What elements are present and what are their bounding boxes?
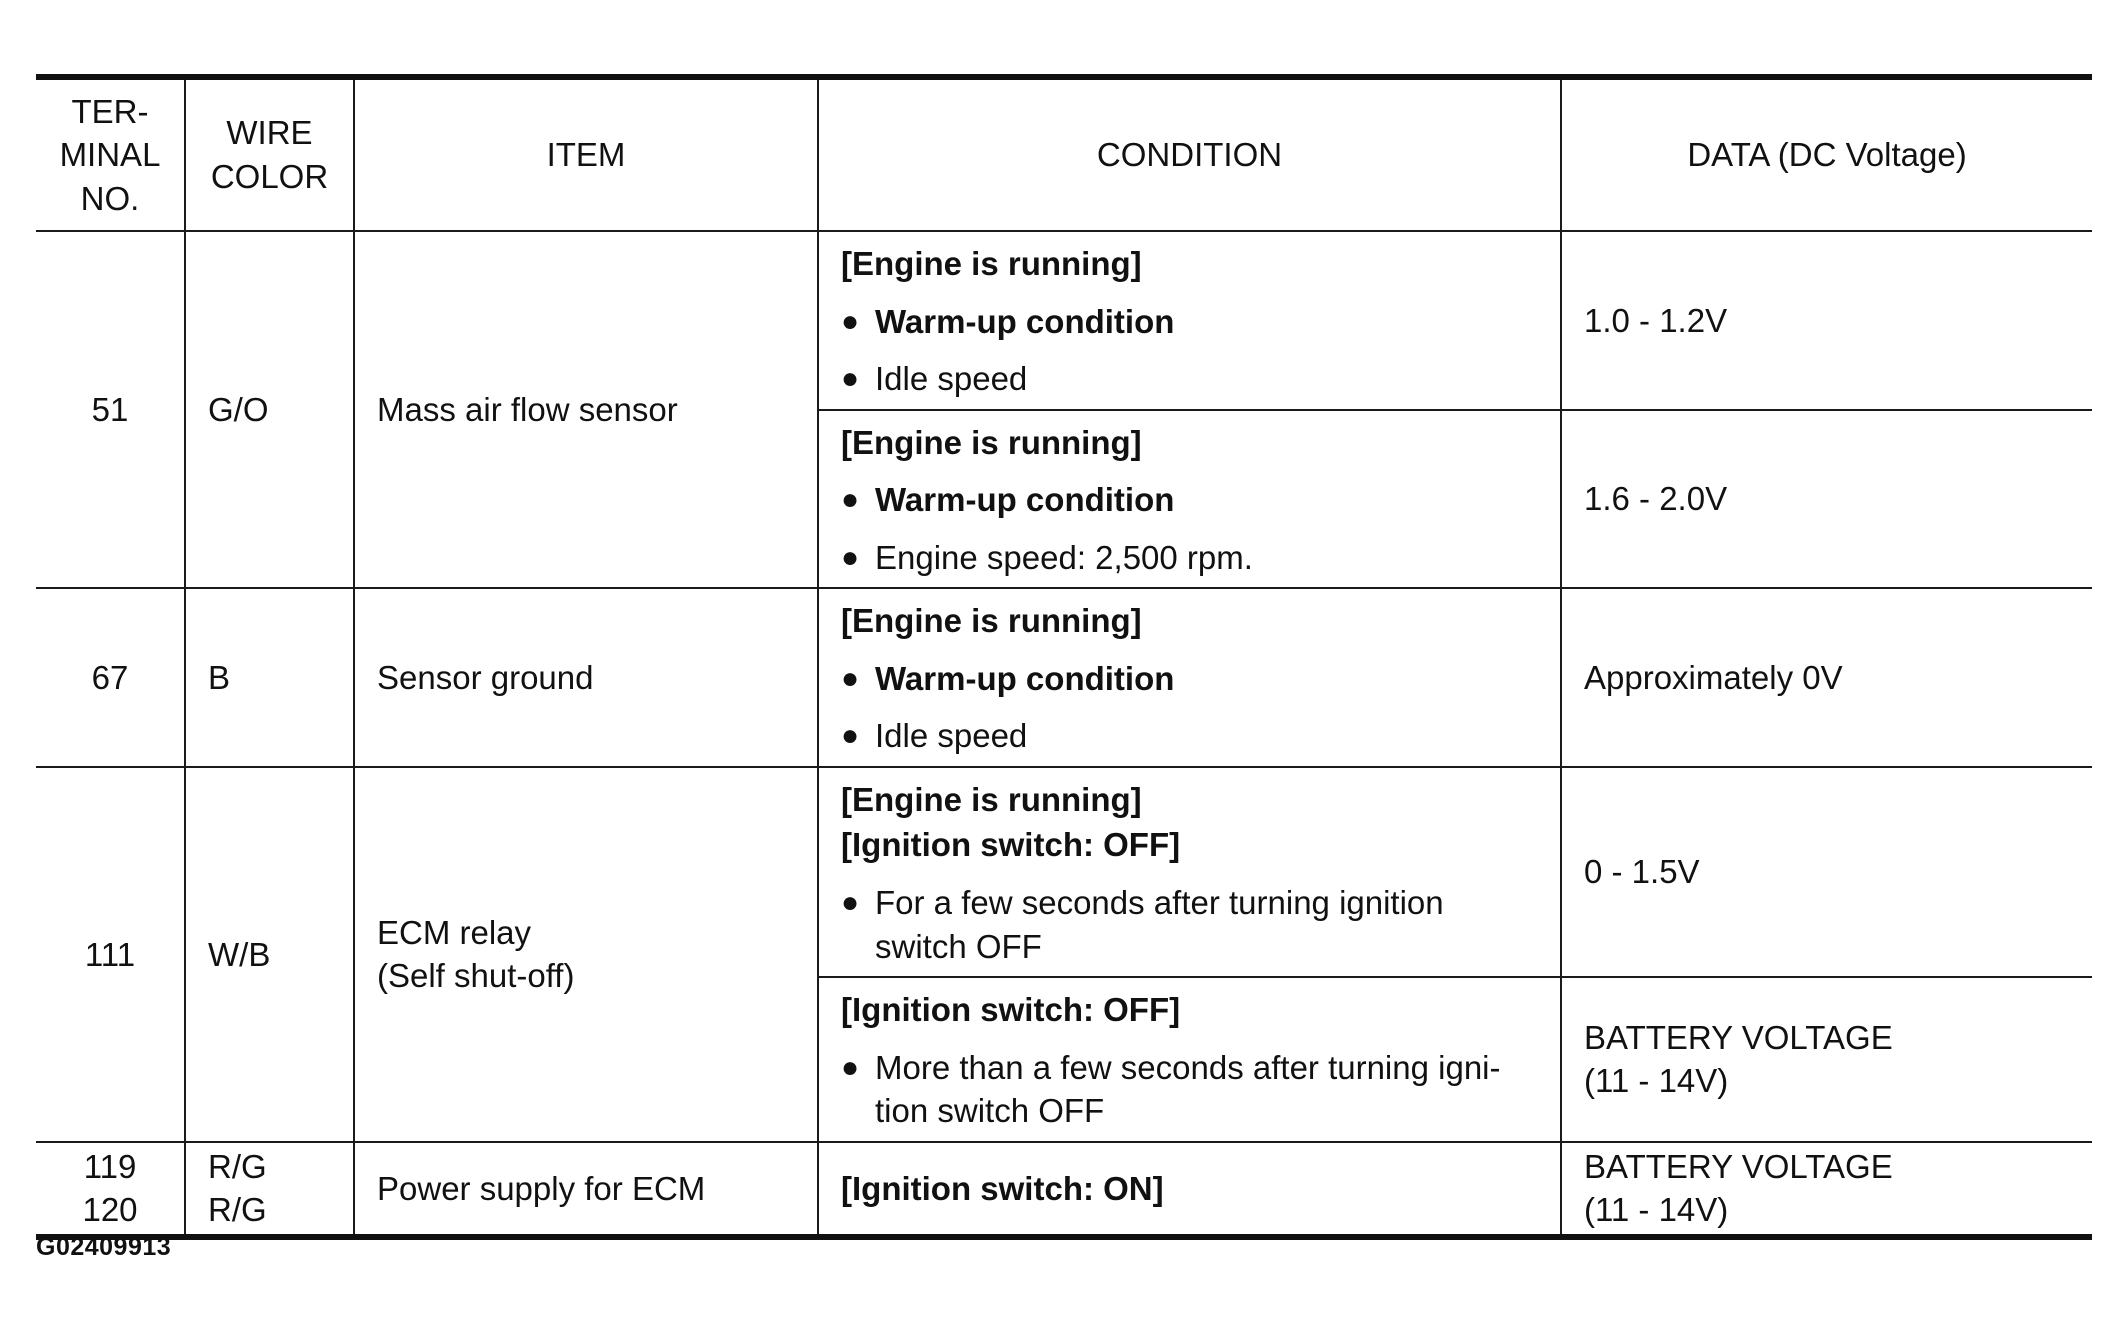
terminal-data-sheet — [36, 74, 2092, 1240]
bullet-icon: ● — [841, 483, 860, 517]
ecm-terminal-table — [36, 74, 2092, 1240]
condition-cell — [818, 977, 1561, 1142]
condition-bullet: ● Warm-up condition — [841, 478, 1538, 522]
figure-id-label: G02409913 — [36, 1233, 172, 1261]
condition-bullet: ● Idle speed — [841, 714, 1538, 758]
condition-cell — [818, 231, 1561, 410]
data-voltage-cell: 1.0 - 1.2V — [1561, 231, 2092, 410]
wire-color-cell: G/O — [185, 231, 354, 588]
bullet-icon: ● — [841, 540, 860, 574]
bullet-icon: ● — [841, 1050, 860, 1084]
condition-bullet: ● Engine speed: 2,500 rpm. — [841, 536, 1538, 580]
header-item: ITEM — [354, 77, 818, 231]
data-voltage-cell: BATTERY VOLTAGE (11 - 14V) — [1561, 977, 2092, 1142]
header-data: DATA (DC Voltage) — [1561, 77, 2092, 231]
wire-color-cell: W/B — [185, 767, 354, 1142]
condition-heading: [Engine is running] — [841, 780, 1142, 818]
condition-bullet: ● Idle speed — [841, 357, 1538, 401]
header-terminal-no: TER- MINAL NO. — [36, 77, 185, 231]
item-cell: ECM relay (Self shut-off) — [354, 767, 818, 1142]
bullet-icon: ● — [841, 661, 860, 695]
condition-bullet: ● Warm-up condition — [841, 657, 1538, 701]
condition-heading: [Ignition switch: OFF] — [841, 826, 1181, 864]
table-row — [36, 1142, 2092, 1237]
header-wire-color: WIRE COLOR — [185, 77, 354, 231]
header-condition: CONDITION — [818, 77, 1561, 231]
condition-heading: [Ignition switch: OFF] — [841, 991, 1181, 1029]
condition-cell — [818, 767, 1561, 977]
bullet-icon: ● — [841, 719, 860, 753]
condition-cell — [818, 1142, 1561, 1237]
terminal-no-cell: 111 — [36, 767, 185, 1142]
condition-cell — [818, 410, 1561, 589]
data-voltage-cell: 0 - 1.5V — [1561, 767, 2092, 977]
bullet-icon: ● — [841, 362, 860, 396]
terminal-no-cell: 51 — [36, 231, 185, 588]
condition-heading: [Engine is running] — [841, 245, 1142, 282]
condition-heading: [Engine is running] — [841, 423, 1142, 461]
item-cell: Power supply for ECM — [354, 1142, 818, 1237]
condition-bullet: ● Warm-up condition — [841, 300, 1538, 344]
condition-bullet: ● For a few seconds after turning ignition switch OFF — [841, 881, 1538, 968]
data-voltage-cell: BATTERY VOLTAGE (11 - 14V) — [1561, 1142, 2092, 1237]
table-row — [36, 588, 2092, 767]
table-row — [36, 231, 2092, 410]
table-row — [36, 767, 2092, 977]
wire-color-cell: R/G R/G — [185, 1142, 354, 1237]
item-cell: Sensor ground — [354, 588, 818, 767]
bullet-icon: ● — [841, 304, 860, 338]
table-header-row — [36, 77, 2092, 231]
bullet-icon: ● — [841, 886, 860, 920]
wire-color-cell: B — [185, 588, 354, 767]
condition-heading: [Ignition switch: ON] — [841, 1169, 1164, 1207]
data-voltage-cell: 1.6 - 2.0V — [1561, 410, 2092, 589]
condition-heading: [Engine is running] — [841, 602, 1142, 640]
terminal-no-cell: 119 120 — [36, 1142, 185, 1237]
terminal-no-cell: 67 — [36, 588, 185, 767]
data-voltage-cell: Approximately 0V — [1561, 588, 2092, 767]
condition-cell — [818, 588, 1561, 767]
item-cell: Mass air flow sensor — [354, 231, 818, 588]
condition-bullet: ● More than a few seconds after turning igni-tion switch OFF — [841, 1046, 1538, 1133]
